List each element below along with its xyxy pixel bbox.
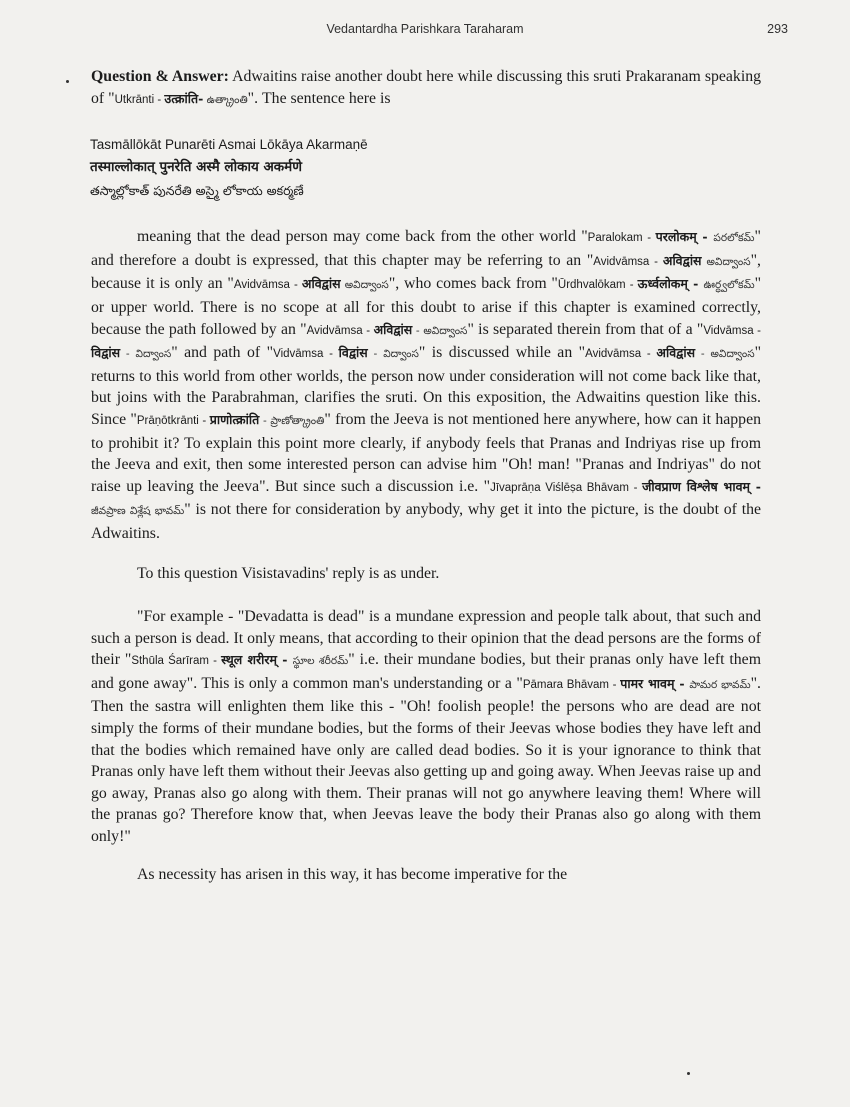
term-roman: Ūrdhvalōkam -: [557, 279, 638, 292]
verse-roman: Tasmāllōkāt Punarēti Asmai Lōkāya Akarmaṇē: [90, 137, 368, 153]
page-number: 293: [767, 22, 788, 36]
term-devanagari: अविद्वांस: [662, 252, 702, 268]
term-telugu: - ప్రాణోత్క్రాంతి: [259, 414, 325, 427]
term-roman: Prāṇōtkrānti -: [136, 414, 210, 427]
term-telugu: అవిద్వాంస: [701, 255, 751, 268]
term-telugu: - అవిద్వాంస: [695, 348, 755, 361]
term-roman: Vidvāmsa -: [703, 324, 762, 337]
term-telugu: పరలోకమ్: [713, 232, 755, 245]
paragraph-necessity: As necessity has arisen in this way, it has become imperative for the: [137, 865, 568, 883]
term-telugu: - విద్వాంస: [367, 348, 419, 361]
p1-body: Adwaitins raise another doubt here while discussing this sruti Prakaranam speaking of "Utkrānti - उत्क्रांति- ఉత్క్రాంతి". The sentence here is: [91, 68, 762, 107]
term-devanagari: अविद्वांस: [656, 345, 696, 361]
term-roman: Avidvāmsa -: [585, 348, 657, 361]
term-devanagari: ऊर्ध्वलोकम् -: [637, 276, 704, 292]
term-roman: Avidvāmsa -: [593, 255, 663, 268]
term-roman: Pāmara Bhāvam -: [522, 678, 621, 691]
term-roman: Jīvaprāṇa Viślēṣa Bhāvam -: [490, 481, 643, 494]
term-roman: Avidvāmsa -: [306, 324, 374, 337]
term-devanagari: पामर भावम् -: [620, 675, 690, 691]
paragraph-question: [91, 66, 761, 111]
term-telugu: ఊర్ధ్వలోకమ్: [703, 279, 755, 292]
term-devanagari: परलोकम् -: [655, 229, 714, 245]
term-telugu: స్థూల శరీరమ్: [292, 655, 349, 668]
term-roman: Sthūla Śarīram -: [131, 655, 222, 668]
margin-mark: [66, 80, 69, 83]
verse-devanagari: तस्माल्लोकात् पुनरेति अस्मै लोकाय अकर्मणे: [90, 159, 302, 176]
paragraph-meaning: meaning that the dead person may come back from the other world "Paralokam - परलोकम् - పరలోకమ్" and therefore a doubt is expressed, that this chapter may be referring to an "Avidvāmsa - अविद्वांस అవిద్వాంస", because it is only an "Avidvāmsa - अविद्वांस అవిద్వాంస", who comes back from "Ūrdhvalōkam - ऊर्ध्वलोकम् - ఊర్ధ్వలోకమ్" or upper world. There is no scope at all for this doubt to arise if this chapter is examined correctly, because the path followed by an "Avidvāmsa - अविद्वांस - అవిద్వాంస" is separated therein from that of a "Vidvāmsa - विद्वांस - విద్వాంస" and path of "Vidvāmsa - विद्वांस - విద్వాంస" is discussed while an "Avidvāmsa - अविद्वांस - అవిద్వాంస" returns to this world from other worlds, the person now under consideration will not come back like that, but joins with the Parabrahman, clarifies the sruti. On this exposition, the Adwaitins question like this. Since "Prāṇōtkrānti - प्राणोत्क्रांति - ప్రాణోత్క్రాంతి" from the Jeeva is not mentioned here anywhere, how can it happen to prohibit it? To explain this point more clearly, if anybody feels that Pranas and Indriyas rise up from the Jeeva and exit, then some interested person can advise him "Oh! man! "Pranas and Indriyas" do not raise up leaving the Jeeva". But since such a discussion i.e. "Jīvaprāṇa Viślēṣa Bhāvam - जीवप्राण विश्लेष भावम् - జీవప్రాణ విశ్లేష భావమ్" is not there for consideration by anybody, why get it into the picture, is the doubt of the Adwaitins.: [91, 228, 762, 542]
term-telugu: అవిద్వాంస: [340, 279, 389, 292]
term-telugu: జీవప్రాణ విశ్లేష భావమ్: [91, 505, 185, 518]
paragraph-example: "For example - "Devadatta is dead" is a mundane expression and people talk about, that such and such a person is dead. It only means, that according to their opinion that the dead persons are the forms of their "Sthūla Śarīram - स्थूल शरीरम् - స్థూల శరీరమ్" i.e. their mundane bodies, but their pranas only have left them and gone away". This is only a common man's understanding or a "Pāmara Bhāvam - पामर भावम् - పామర భావమ్". Then the sastra will enlighten them like this - "Oh! foolish people! the persons who are dead are not simply the forms of their mundane bodies, but the forms of their Jeevas whose bodies they have left and that the bodies which remained have only are called dead bodies. So it is your ignorance to think that Pranas only have left them without their Jeevas also getting up and going away. When Jeevas raise up and go away, Pranas also go along with them. Their pranas will not go anywhere leaving them! Where will the pranas go? Therefore know that, when Jeevas leave the body their Pranas also go along with them only!": [91, 608, 762, 846]
term-devanagari: उत्क्रांति-: [164, 90, 204, 106]
term-devanagari: स्थूल शरीरम् -: [221, 652, 293, 668]
term-roman: Paralokam -: [587, 232, 656, 245]
margin-mark-bottom: [687, 1072, 690, 1075]
term-telugu: పామర భావమ్: [689, 678, 751, 691]
running-title: Vedantardha Parishkara Taraharam: [326, 22, 524, 36]
term-roman: Vidvāmsa -: [273, 348, 339, 361]
term-devanagari: प्राणोत्क्रांति: [209, 411, 260, 427]
term-telugu: - విద్వాంస: [120, 348, 172, 361]
term-telugu: - అవిద్వాంస: [412, 324, 468, 337]
qa-label: Question & Answer:: [91, 68, 229, 85]
term-devanagari: अविद्वांस: [301, 276, 341, 292]
verse-telugu: తస్మాల్లోకాత్ పునరేతి అస్మై లోకాయ అకర్మణే: [90, 183, 304, 199]
term-roman: Utkrānti -: [114, 93, 165, 106]
term-devanagari: जीवप्राण विश्लेष भावम् -: [642, 478, 761, 494]
term-devanagari: अविद्वांस: [373, 321, 413, 337]
term-telugu: ఉత్క్రాంతి: [203, 93, 248, 106]
sanskrit-verse: [90, 133, 761, 202]
running-header: [0, 22, 850, 42]
page-body: [91, 66, 761, 885]
term-devanagari: विद्वांस: [338, 345, 368, 361]
term-roman: Avidvāmsa -: [233, 279, 302, 292]
paragraph-reply-intro: To this question Visistavadins' reply is as under.: [137, 564, 440, 582]
term-devanagari: विद्वांस: [91, 345, 121, 361]
